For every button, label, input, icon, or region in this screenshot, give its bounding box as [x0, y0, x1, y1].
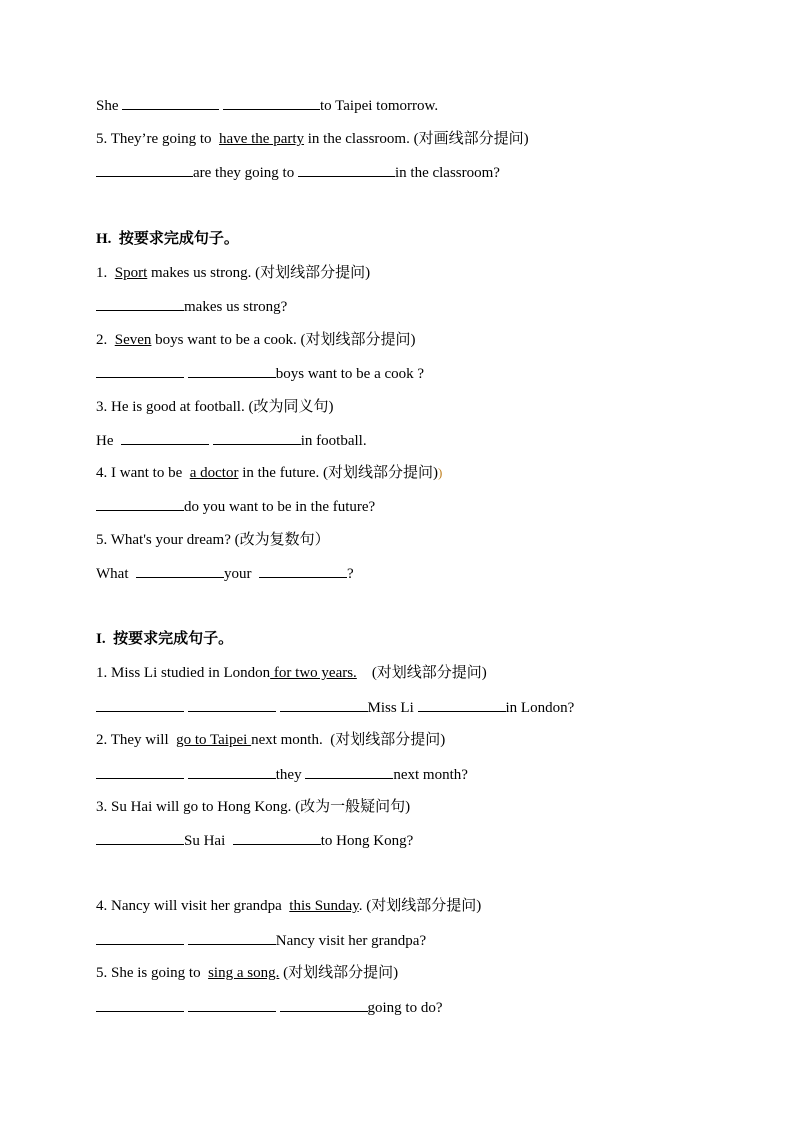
line-text: She	[96, 98, 119, 114]
answer-blank[interactable]	[188, 763, 276, 779]
question-instruction: (对划线部分提问)	[279, 965, 399, 981]
i-answer-line-3	[96, 829, 413, 851]
answer-blank[interactable]	[418, 696, 506, 712]
answer-blank[interactable]	[223, 94, 320, 110]
g-answer-line-5	[96, 161, 500, 183]
line-text: Nancy visit her grandpa?	[275, 933, 427, 949]
pen-mark: )	[438, 465, 443, 480]
question-text: 1. Miss Li studied in London	[96, 665, 271, 681]
answer-blank[interactable]	[305, 763, 393, 779]
answer-blank[interactable]	[298, 161, 395, 177]
h-answer-line-1	[96, 295, 287, 317]
line-text: they	[275, 767, 302, 783]
answer-blank[interactable]	[188, 362, 276, 378]
h-question-1	[96, 262, 370, 284]
line-text: in the classroom?	[394, 165, 500, 181]
question-instruction: boys want to be a cook. (对划线部分提问)	[151, 332, 416, 348]
question-number: 2.	[96, 332, 108, 348]
underlined-phrase: go to Taipei	[176, 732, 252, 748]
question-instruction: makes us strong. (对划线部分提问)	[147, 265, 371, 281]
answer-blank[interactable]	[136, 562, 224, 578]
i-answer-line-5	[96, 996, 443, 1018]
line-text: He	[96, 433, 114, 449]
question-instruction: in the future. (对划线部分提问)	[238, 465, 439, 481]
question-text: 5. She is going to	[96, 965, 201, 981]
answer-blank[interactable]	[188, 996, 276, 1012]
answer-blank[interactable]	[213, 429, 301, 445]
h-answer-line-3	[96, 429, 367, 451]
i-question-3: 3. Su Hai will go to Hong Kong. (改为一般疑问句)	[96, 799, 411, 815]
line-text: in London?	[505, 700, 575, 716]
answer-blank[interactable]	[188, 696, 276, 712]
line-text: are they going to	[193, 165, 295, 181]
i-answer-line-2	[96, 763, 468, 785]
question-instruction: . (对划线部分提问)	[358, 898, 482, 914]
h-answer-line-2	[96, 362, 424, 384]
answer-blank[interactable]	[188, 929, 276, 945]
question-instruction: in the classroom. (对画线部分提问)	[304, 131, 529, 147]
line-text: going to do?	[367, 1000, 443, 1016]
g-question-5	[96, 128, 529, 150]
i-question-5	[96, 962, 398, 984]
h-answer-line-4	[96, 495, 375, 517]
h-question-3: 3. He is good at football. (改为同义句)	[96, 399, 334, 415]
answer-blank[interactable]	[280, 996, 368, 1012]
question-text: 2. They will	[96, 732, 169, 748]
underlined-phrase: for two years.	[270, 665, 357, 681]
question-text: 4. I want to be	[96, 465, 183, 481]
line-text: do you want to be in the future?	[184, 499, 376, 515]
i-question-4	[96, 895, 481, 917]
line-text: Miss Li	[367, 700, 414, 716]
answer-blank[interactable]	[96, 495, 184, 511]
underlined-phrase: Sport	[114, 265, 148, 281]
question-text: 4. Nancy will visit her grandpa	[96, 898, 282, 914]
answer-blank[interactable]	[96, 929, 184, 945]
underlined-phrase: Seven	[114, 332, 152, 348]
line-text: What	[96, 566, 129, 582]
line-text: to Taipei tomorrow.	[320, 98, 439, 114]
answer-blank[interactable]	[96, 829, 184, 845]
answer-blank[interactable]	[96, 763, 184, 779]
line-text: your	[223, 566, 252, 582]
answer-blank[interactable]	[96, 362, 184, 378]
i-question-1	[96, 662, 487, 684]
answer-blank[interactable]	[96, 696, 184, 712]
question-instruction: (对划线部分提问)	[356, 665, 487, 681]
line-text: ?	[346, 566, 354, 582]
i-answer-line-1	[96, 696, 574, 718]
i-question-2	[96, 729, 445, 751]
section-i-title: I. 按要求完成句子。	[96, 631, 234, 647]
line-text: to Hong Kong?	[320, 833, 414, 849]
answer-blank[interactable]	[96, 161, 193, 177]
question-instruction: next month. (对划线部分提问)	[251, 732, 446, 748]
answer-blank[interactable]	[96, 295, 184, 311]
answer-blank[interactable]	[280, 696, 368, 712]
underlined-phrase: have the party	[219, 131, 305, 147]
answer-blank[interactable]	[122, 94, 219, 110]
g-answer-line-4	[96, 94, 438, 116]
answer-blank[interactable]	[96, 996, 184, 1012]
h-question-2	[96, 329, 416, 351]
underlined-phrase: a doctor	[189, 465, 239, 481]
h-question-4	[96, 462, 442, 484]
line-text: in football.	[300, 433, 367, 449]
underlined-phrase: this Sunday	[289, 898, 359, 914]
section-h-title: H. 按要求完成句子。	[96, 231, 239, 247]
question-text: 5. They’re going to	[96, 131, 212, 147]
h-answer-line-5	[96, 562, 354, 584]
line-text: next month?	[393, 767, 468, 783]
h-question-5: 5. What's your dream? (改为复数句）	[96, 532, 330, 548]
answer-blank[interactable]	[233, 829, 321, 845]
line-text: boys want to be a cook ?	[275, 366, 425, 382]
answer-blank[interactable]	[121, 429, 209, 445]
question-number: 1.	[96, 265, 108, 281]
underlined-phrase: sing a song.	[208, 965, 280, 981]
i-answer-line-4	[96, 929, 426, 951]
line-text: Su Hai	[184, 833, 226, 849]
answer-blank[interactable]	[259, 562, 347, 578]
line-text: makes us strong?	[184, 299, 288, 315]
